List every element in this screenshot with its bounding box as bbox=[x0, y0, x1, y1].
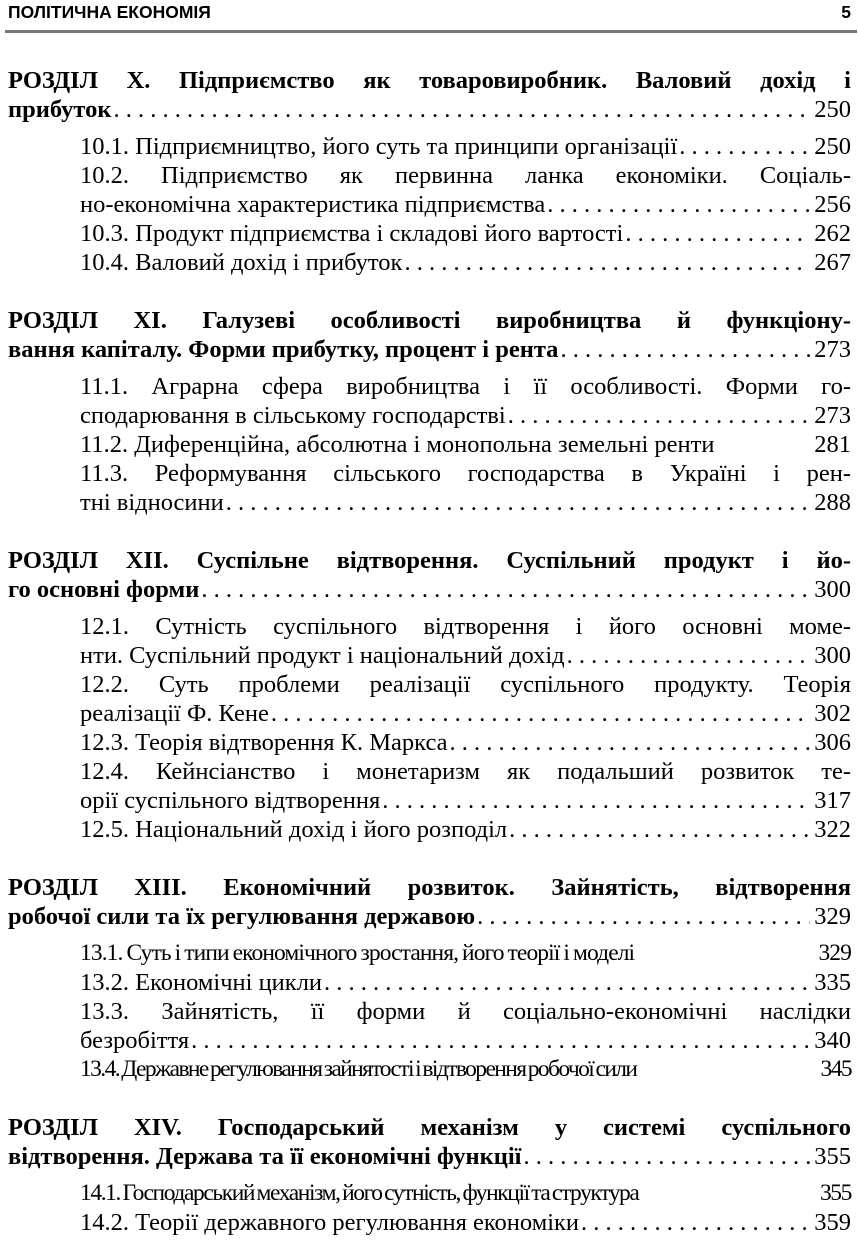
chapter-entry[interactable] bbox=[8, 95, 851, 124]
page-ref: 267 bbox=[814, 249, 851, 276]
entry-title: нти. Суспільний продукт і національний дохід bbox=[80, 642, 565, 669]
entry-title: 13.4. Державне регулювання зайнятості і відтворення робочої сили bbox=[80, 1056, 637, 1082]
toc-entry[interactable] bbox=[80, 641, 851, 670]
dot-leader bbox=[226, 488, 810, 517]
entry-title: 13.2. Економічні цикли bbox=[80, 969, 323, 996]
page-ref: 345 bbox=[820, 1056, 851, 1082]
entry-title: 12.5. Національний дохід і його розподіл bbox=[80, 816, 508, 843]
chapter-entry[interactable] bbox=[8, 335, 851, 364]
entry-title: но-економічна характеристика підприємства bbox=[80, 191, 546, 218]
chapter-title-line[interactable]: РОЗДІЛ XI. Галузеві особливості виробництва й функціону- bbox=[8, 307, 851, 334]
page-ref: 273 bbox=[814, 336, 851, 363]
dot-leader bbox=[404, 248, 810, 277]
page-ref: 256 bbox=[814, 191, 851, 218]
page-ref: 355 bbox=[819, 1180, 851, 1206]
chapter-entry[interactable] bbox=[8, 902, 851, 931]
dot-leader bbox=[382, 786, 810, 815]
dot-leader bbox=[547, 190, 810, 219]
page-ref: 322 bbox=[814, 816, 851, 843]
dot-leader bbox=[450, 728, 811, 757]
dot-leader bbox=[679, 132, 810, 161]
page-ref: 335 bbox=[814, 969, 851, 996]
entry-title: 14.1. Господарський механізм, його сутність, функції та структура bbox=[80, 1180, 639, 1206]
entry-title-line[interactable]: 12.4. Кейнсіанство і монетаризм як подальший розвиток те- bbox=[80, 758, 851, 785]
toc-entry[interactable] bbox=[80, 190, 851, 219]
chapter-title-line[interactable]: РОЗДІЛ X. Підприємство як товаровиробник. Валовий дохід і bbox=[8, 67, 851, 94]
chapter-title-tail: го основні форми bbox=[8, 576, 200, 603]
chapter-title-tail: відтворення. Держава та її економічні функції bbox=[8, 1143, 522, 1170]
toc-entry[interactable] bbox=[80, 248, 851, 277]
dot-leader bbox=[625, 219, 810, 248]
page-ref: 359 bbox=[814, 1209, 851, 1236]
table-of-contents bbox=[8, 66, 851, 1237]
page-ref: 262 bbox=[814, 220, 851, 247]
entry-title-line[interactable]: 12.2. Суть проблеми реалізації суспільного продукту. Теорія bbox=[80, 671, 851, 698]
toc-entry[interactable] bbox=[80, 1026, 851, 1055]
dot-leader bbox=[581, 1208, 810, 1237]
page-ref: 317 bbox=[814, 787, 851, 814]
dot-leader bbox=[477, 902, 810, 931]
chapter-entry[interactable] bbox=[8, 1142, 851, 1171]
toc-entry[interactable] bbox=[80, 132, 851, 161]
chapter-title-tail: робочої сили та їх регулювання державою bbox=[8, 903, 476, 930]
toc-section bbox=[8, 1113, 851, 1237]
page-ref: 329 bbox=[818, 940, 851, 966]
toc-section bbox=[8, 66, 851, 277]
entry-title: орії суспільного відтворення bbox=[80, 787, 381, 814]
running-title: ПОЛІТИЧНА ЕКОНОМІЯ bbox=[8, 2, 211, 22]
page-ref: 273 bbox=[814, 402, 851, 429]
entry-title: 11.2. Диференційна, абсолютна і монопольна земельні ренти bbox=[80, 431, 715, 458]
toc-entry[interactable] bbox=[80, 968, 851, 997]
toc-entry[interactable] bbox=[80, 728, 851, 757]
toc-entry[interactable] bbox=[80, 699, 851, 728]
entry-title: 13.1. Суть і типи економічного зростання, його теорії і моделі bbox=[80, 940, 635, 966]
chapter-title-tail: прибуток bbox=[8, 96, 112, 123]
toc-entry[interactable] bbox=[80, 815, 851, 844]
page-ref: 250 bbox=[814, 133, 851, 160]
dot-leader bbox=[114, 95, 811, 124]
entry-title: 14.2. Теорії державного регулювання економіки bbox=[80, 1209, 580, 1236]
page-ref: 355 bbox=[814, 1143, 851, 1170]
entry-title-line[interactable]: 10.2. Підприємство як первинна ланка економіки. Соціаль- bbox=[80, 162, 851, 189]
page-number: 5 bbox=[841, 2, 851, 22]
dot-leader bbox=[201, 575, 810, 604]
toc-entry[interactable] bbox=[80, 939, 851, 968]
chapter-entry[interactable] bbox=[8, 575, 851, 604]
entry-title-line[interactable]: 11.1. Аграрна сфера виробництва і її особливості. Форми го- bbox=[80, 373, 851, 400]
entry-title: реалізації Ф. Кене bbox=[80, 700, 269, 727]
toc-entry[interactable] bbox=[80, 401, 851, 430]
toc-entry[interactable] bbox=[80, 1208, 851, 1237]
dot-leader bbox=[509, 815, 810, 844]
entry-title: безробіття bbox=[80, 1027, 190, 1054]
dot-leader bbox=[560, 335, 810, 364]
page-header bbox=[8, 0, 851, 24]
chapter-title-line[interactable]: РОЗДІЛ XIII. Економічний розвиток. Зайнятість, відтворення bbox=[8, 874, 851, 901]
entry-title-line[interactable]: 11.3. Реформування сільського господарства в Україні і рен- bbox=[80, 460, 851, 487]
entry-title: 10.3. Продукт підприємства і складові його вартості bbox=[80, 220, 624, 247]
dot-leader bbox=[567, 641, 811, 670]
toc-entry[interactable] bbox=[80, 430, 851, 459]
toc-section bbox=[8, 546, 851, 844]
toc-entry[interactable] bbox=[80, 786, 851, 815]
dot-leader bbox=[508, 401, 811, 430]
page-ref: 281 bbox=[814, 431, 851, 458]
page-ref: 329 bbox=[814, 903, 851, 930]
toc-entry[interactable] bbox=[80, 219, 851, 248]
toc-section bbox=[8, 873, 851, 1084]
page-ref: 340 bbox=[814, 1027, 851, 1054]
entry-title: 12.3. Теорія відтворення К. Маркса bbox=[80, 729, 448, 756]
entry-title: 10.4. Валовий дохід і прибуток bbox=[80, 249, 403, 276]
dot-leader bbox=[191, 1026, 810, 1055]
page-ref: 302 bbox=[814, 700, 851, 727]
page-ref: 306 bbox=[814, 729, 851, 756]
page-ref: 300 bbox=[814, 642, 851, 669]
page-ref: 300 bbox=[814, 576, 851, 603]
toc-entry[interactable] bbox=[80, 488, 851, 517]
entry-title-line[interactable]: 13.3. Зайнятість, її форми й соціально-економічні наслідки bbox=[80, 998, 851, 1025]
toc-entry[interactable] bbox=[80, 1055, 851, 1084]
dot-leader bbox=[523, 1142, 810, 1171]
toc-section bbox=[8, 306, 851, 517]
entry-title: сподарювання в сільському господарстві bbox=[80, 402, 506, 429]
entry-title: 10.1. Підприємництво, його суть та принципи організації bbox=[80, 133, 678, 160]
dot-leader bbox=[324, 968, 810, 997]
entry-title-line[interactable]: 12.1. Сутність суспільного відтворення і його основні моме- bbox=[80, 613, 851, 640]
entry-title: тні відносини bbox=[80, 489, 224, 516]
chapter-title-line[interactable]: РОЗДІЛ XII. Суспільне відтворення. Суспільний продукт і йо- bbox=[8, 547, 851, 574]
header-rule bbox=[5, 30, 857, 33]
chapter-title-tail: вання капіталу. Форми прибутку, процент і рента bbox=[8, 336, 559, 363]
page-ref: 250 bbox=[814, 96, 851, 123]
toc-entry[interactable] bbox=[80, 1179, 851, 1208]
page-ref: 288 bbox=[814, 489, 851, 516]
dot-leader bbox=[271, 699, 810, 728]
chapter-title-line[interactable]: РОЗДІЛ XIV. Господарський механізм у системі суспільного bbox=[8, 1114, 851, 1141]
